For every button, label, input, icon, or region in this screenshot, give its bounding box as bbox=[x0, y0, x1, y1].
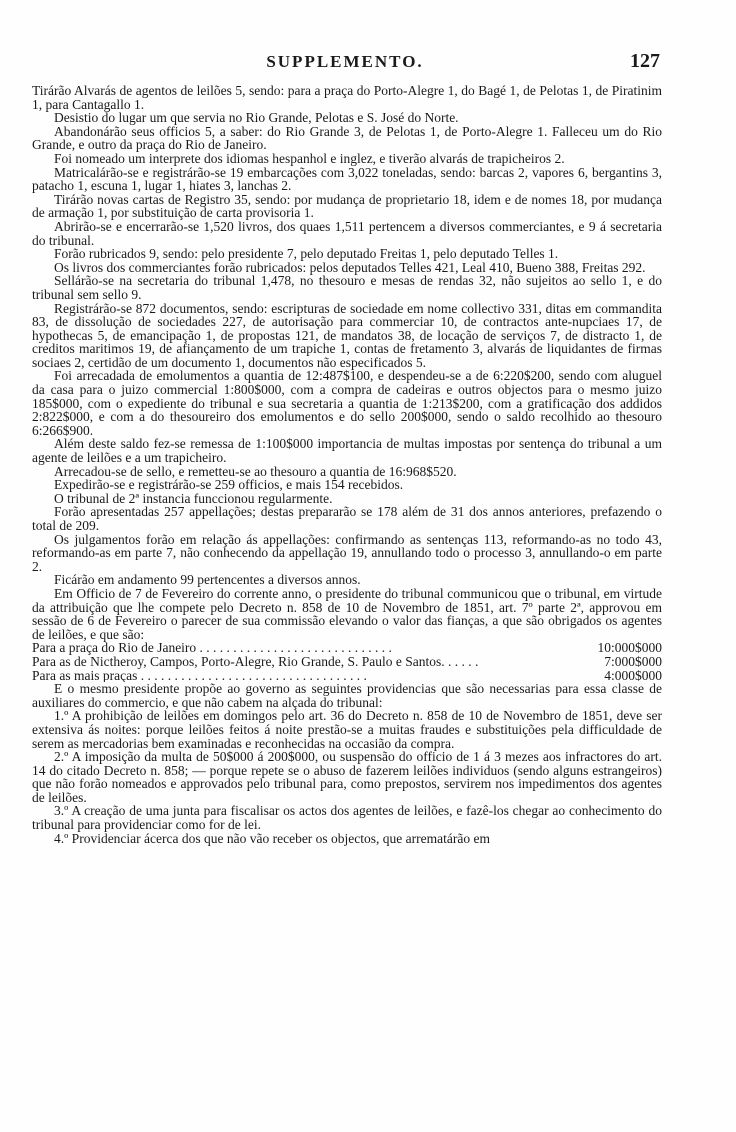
bail-value: 10:000$000 bbox=[597, 640, 662, 656]
paragraph: Desistio do lugar um que servia no Rio Grande, Pelotas e S. José do Norte. bbox=[54, 110, 459, 126]
paragraph: Além deste saldo fez-se remessa de 1:100$000 importancia de multas impostas por sentença do tribunal a um agente de leilões e a um trapicheiro. bbox=[32, 436, 662, 466]
paragraph: Foi nomeado um interprete dos idiomas hespanhol e inglez, e tiverão alvarás de trapicheiros 2. bbox=[54, 150, 565, 166]
paragraph: Tirárão Alvarás de agentos de leilões 5, sendo: para a praça do Porto-Alegre 1, do Bagé 1, de Pelotas 1, de Piratinim 1, para Cantagallo 1. bbox=[32, 83, 662, 112]
bail-list bbox=[32, 641, 662, 682]
paragraph: Tirárão novas cartas de Registro 35, sendo: por mudança de proprietario 18, idem e de nomes 18, por mudança de armação 1, por substituição de carta provisoria 1. bbox=[32, 191, 662, 221]
paragraph: Os julgamentos forão em relação ás appellações: confirmando as sentenças 113, reformando-as no todo 43, reformando-as em parte 7, não conhecendo da appellação 19, annullando todo o processo 3, annullando-o em parte 2. bbox=[32, 531, 662, 574]
page-header bbox=[30, 50, 660, 80]
paragraph: Matricalárão-se e registrárão-se 19 embarcações com 3,022 toneladas, sendo: barcas 2, vapores 6, bergantins 3, patacho 1, escuna 1, lugar 1, hiates 3, lanchas 2. bbox=[32, 164, 662, 194]
paragraph: Abrirão-se e encerrarão-se 1,520 livros, dos quaes 1,511 pertencem a diversos commerciantes, e 9 á secretaria do tribunal. bbox=[32, 218, 662, 248]
bail-label: Para as de Nictheroy, Campos, Porto-Alegre, Rio Grande, S. Paulo e Santos. . . . . . bbox=[32, 654, 479, 669]
paragraph: 1.º A prohibição de leilões em domingos pelo art. 36 do Decreto n. 858 de 10 de Novembro de 1851, deve ser extensiva ás noites: porque leilões feitos á noite prestão-se a muitas fraudes e substituições pela difficuldade de serem as mercadorias bem examinadas e reconhecidas na occasião da compra. bbox=[32, 708, 662, 751]
bail-row bbox=[32, 641, 662, 655]
bail-row bbox=[32, 655, 662, 669]
paragraph: Em Officio de 7 de Fevereiro do corrente anno, o presidente do tribunal communicou que o tribunal, em virtude da attribuição que lhe compete pelo Decreto n. 858 de 10 de Novembro de 1851, art. 7º parte 2ª, approvou em sessão de 6 de Fevereiro o parecer de sua commissão elevando o valor das fianças, a que são obrigados os agentes de leilões, e que são: bbox=[32, 585, 662, 642]
paragraph: Foi arrecadada de emolumentos a quantia de 12:487$100, e despendeu-se a de 6:220$200, sendo com aluguel da casa para o juizo commercial 1:800$000, com a compra de cadeiras e outros objectos para o mesmo juizo 185$000, com o expediente do tribunal e sua secretaria a quantia de 1:213$200, com a gratificação dos addidos 2:822$000, e com a do thesoureiro dos emolumentos e do sello 200$000, sendo o saldo recolhido ao thesouro 6:266$900. bbox=[32, 368, 662, 438]
bail-label: Para as mais praças . . . . . . . . . . . . . . . . . . . . . . . . . . . . . . . . . . bbox=[32, 668, 367, 683]
page-number: 127 bbox=[630, 50, 660, 72]
paragraph: Forão rubricados 9, sendo: pelo presidente 7, pelo deputado Freitas 1, pelo deputado Telles 1. bbox=[54, 246, 559, 262]
paragraph: Registrárão-se 872 documentos, sendo: escripturas de sociedade em nome collectivo 331, ditas em commandita 83, de dissolução de sociedades 227, de autorisação para commerciar 10, de contractos ante-nupciaes 17, de hypothecas 5, de emancipação 1, de propostas 121, de mandatos 38, de locação de serviços 7, de distracto 1, de creditos maritimos 19, de afiançamento de um trapiche 1, contas de fretamento 3, alvarás de liquidantes de firmas sociaes 2, certidão de um documento 1, documentos não especificados 5. bbox=[32, 300, 662, 370]
paragraph: E o mesmo presidente propõe ao governo as seguintes providencias que são necessarias para essa classe de auxiliares do commercio, e que não cabem na alçada do tribunal: bbox=[32, 681, 662, 710]
document-body bbox=[32, 84, 662, 845]
bail-value: 4:000$000 bbox=[604, 667, 662, 683]
bail-label: Para a praça do Rio de Janeiro . . . . . . . . . . . . . . . . . . . . . . . . . . . . . bbox=[32, 641, 392, 655]
paragraph: Sellárão-se na secretaria do tribunal 1,478, no thesouro e mesas de rendas 32, não sujeitos ao sello 1, e do tribunal sem sello 9. bbox=[32, 273, 662, 302]
paragraph: Abandonárão seus officios 5, a saber: do Rio Grande 3, de Pelotas 1, de Porto-Alegre 1. Falleceu um do Rio Grande, e outro da praça do Rio de Janeiro. bbox=[32, 123, 662, 153]
paragraph: 2.º A imposição da multa de 50$000 á 200$000, ou suspensão do officio de 1 á 3 mezes aos infractores do art. 14 do citado Decreto n. 858; — porque repete se o abuso de fazerem leilões individuos (sendo alguns estrangeiros) que não forão nomeados e approvados pelo tribunal para, como prepostos, servirem nos impedimentos dos agentes de leilões. bbox=[32, 749, 662, 805]
page-title: SUPPLEMENTO. bbox=[266, 52, 424, 71]
paragraph: 3.º A creação de uma junta para fiscalisar os actos dos agentes de leilões, e fazê-los chegar ao conhecimento do tribunal para providenciar como for de lei. bbox=[32, 803, 662, 833]
paragraph: Arrecadou-se de sello, e remetteu-se ao thesouro a quantia de 16:968$520. bbox=[54, 463, 457, 479]
bail-row bbox=[32, 669, 662, 683]
bail-value: 7:000$000 bbox=[604, 653, 662, 669]
paragraph: Forão apresentadas 257 appellações; destas prepararão se 178 além de 31 dos annos anteriores, prefazendo o total de 209. bbox=[32, 504, 662, 533]
paragraph: Os livros dos commerciantes forão rubricados: pelos deputados Telles 421, Leal 410, Bueno 388, Freitas 292. bbox=[54, 259, 646, 275]
paragraph: 4.º Providenciar ácerca dos que não vão receber os objectos, que arrematárão em bbox=[54, 830, 490, 846]
paragraph: Ficárão em andamento 99 pertencentes a diversos annos. bbox=[54, 572, 361, 588]
paragraph: Expedirão-se e registrárão-se 259 officios, e mais 154 recebidos. bbox=[54, 477, 404, 493]
paragraph: O tribunal de 2ª instancia funccionou regularmente. bbox=[54, 490, 333, 506]
